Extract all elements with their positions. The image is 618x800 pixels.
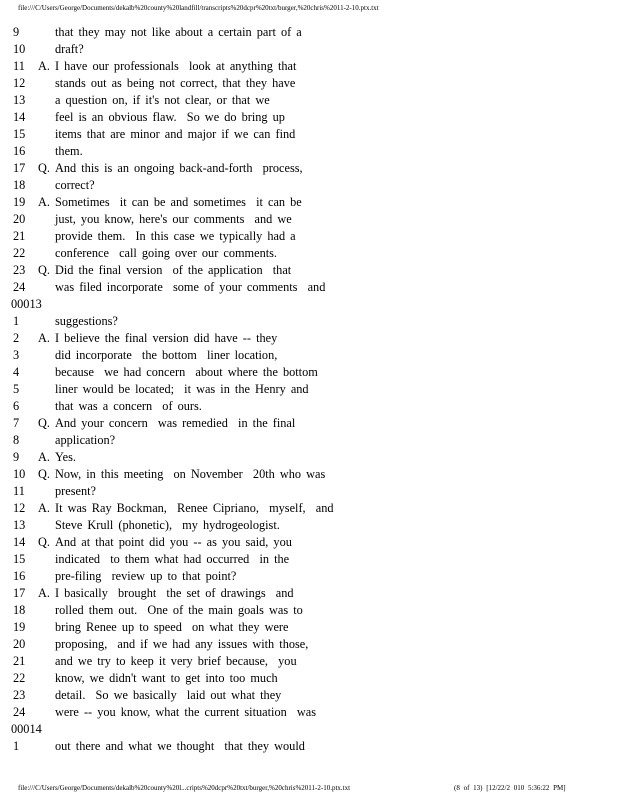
line-number: 12: [13, 501, 26, 515]
line-number: 16: [13, 569, 26, 583]
line-number: 8: [13, 433, 20, 447]
line-number: 17: [13, 161, 26, 175]
line-number: 18: [13, 178, 26, 192]
transcript-line: [0, 398, 618, 415]
speaker-marker: Q.: [38, 416, 50, 430]
line-text: did incorporate the bottom liner location,: [55, 348, 278, 362]
transcript-line: [0, 687, 618, 704]
speaker-marker: Q.: [38, 467, 50, 481]
transcript-line: [0, 738, 618, 755]
line-number: 1: [13, 739, 20, 753]
line-text: them.: [55, 144, 83, 158]
transcript-line: [0, 126, 618, 143]
line-text: Steve Krull (phonetic), my hydrogeologist.: [55, 518, 280, 532]
page-marker: [0, 296, 618, 313]
line-text: stands out as being not correct, that they have: [55, 76, 296, 90]
transcript-line: [0, 415, 618, 432]
transcript-line: [0, 58, 618, 75]
line-number: 24: [13, 705, 26, 719]
speaker-marker: A.: [38, 586, 50, 600]
transcript-line: [0, 177, 618, 194]
line-number: 10: [13, 42, 26, 56]
speaker-marker: Q.: [38, 161, 50, 175]
line-number: 15: [13, 552, 26, 566]
line-text: And your concern was remedied in the final: [55, 416, 296, 430]
line-text: conference call going over our comments.: [55, 246, 277, 260]
transcript-line: [0, 109, 618, 126]
page-number: 00013: [11, 297, 42, 311]
line-text: pre-filing review up to that point?: [55, 569, 237, 583]
line-text: I believe the final version did have -- they: [55, 331, 278, 345]
transcript-line: [0, 534, 618, 551]
line-number: 19: [13, 620, 26, 634]
transcript-line: [0, 466, 618, 483]
transcript-line: [0, 432, 618, 449]
line-number: 24: [13, 280, 26, 294]
speaker-marker: A.: [38, 331, 50, 345]
line-text: a question on, if it's not clear, or that we: [55, 93, 270, 107]
file-path-footer: file:///C/Users/George/Documents/dekalb%20county%20l...cripts%20dcpr%20txt/burger,%20chris%2011-2-10.ptx.txt: [18, 784, 351, 792]
line-text: I basically brought the set of drawings and: [55, 586, 294, 600]
speaker-marker: A.: [38, 450, 50, 464]
transcript-line: [0, 347, 618, 364]
line-text: feel is an obvious flaw. So we do bring up: [55, 110, 285, 124]
transcript-line: [0, 24, 618, 41]
transcript-line: [0, 500, 618, 517]
speaker-marker: A.: [38, 59, 50, 73]
line-text: indicated to them what had occurred in the: [55, 552, 290, 566]
line-text: correct?: [55, 178, 95, 192]
line-text: It was Ray Bockman, Renee Cipriano, myself, and: [55, 501, 334, 515]
line-text: just, you know, here's our comments and we: [55, 212, 292, 226]
transcript-line: [0, 313, 618, 330]
line-text: And this is an ongoing back-and-forth process,: [55, 161, 303, 175]
line-text: draft?: [55, 42, 84, 56]
speaker-marker: Q.: [38, 535, 50, 549]
line-number: 23: [13, 688, 26, 702]
line-text: Now, in this meeting on November 20th who was: [55, 467, 326, 481]
line-text: that they may not like about a certain part of a: [55, 25, 302, 39]
transcript-line: [0, 41, 618, 58]
line-number: 15: [13, 127, 26, 141]
line-text: out there and what we thought that they would: [55, 739, 305, 753]
line-number: 20: [13, 637, 26, 651]
page-info-footer: (8 of 13) [12/22/2 010 5:36:22 PM]: [454, 784, 566, 792]
file-path-header: file:///C/Users/George/Documents/dekalb%20county%20landfill/transcripts%20dcpr%20txt/burger,%20chris%2011-2-10.ptx.txt: [18, 4, 379, 12]
line-number: 18: [13, 603, 26, 617]
line-text: because we had concern about where the bottom: [55, 365, 318, 379]
transcript-line: [0, 602, 618, 619]
transcript-line: [0, 619, 618, 636]
line-text: proposing, and if we had any issues with those,: [55, 637, 309, 651]
line-number: 23: [13, 263, 26, 277]
line-text: Did the final version of the application that: [55, 263, 292, 277]
transcript-line: [0, 143, 618, 160]
line-number: 9: [13, 25, 20, 39]
line-number: 6: [13, 399, 20, 413]
line-number: 22: [13, 246, 26, 260]
line-number: 7: [13, 416, 20, 430]
transcript-line: [0, 381, 618, 398]
line-number: 11: [13, 484, 25, 498]
line-text: and we try to keep it very brief because, you: [55, 654, 297, 668]
line-number: 1: [13, 314, 20, 328]
line-text: Sometimes it can be and sometimes it can be: [55, 195, 302, 209]
line-text: present?: [55, 484, 96, 498]
line-number: 21: [13, 654, 26, 668]
line-text: application?: [55, 433, 116, 447]
line-text: detail. So we basically laid out what they: [55, 688, 282, 702]
line-number: 16: [13, 144, 26, 158]
line-number: 4: [13, 365, 20, 379]
line-number: 22: [13, 671, 26, 685]
transcript-body: [0, 24, 618, 755]
line-text: was filed incorporate some of your comments and: [55, 280, 326, 294]
line-text: provide them. In this case we typically had a: [55, 229, 296, 243]
transcript-line: [0, 194, 618, 211]
transcript-line: [0, 262, 618, 279]
line-number: 13: [13, 93, 26, 107]
line-number: 17: [13, 586, 26, 600]
transcript-line: [0, 92, 618, 109]
line-number: 2: [13, 331, 20, 345]
page-marker: [0, 721, 618, 738]
line-number: 21: [13, 229, 26, 243]
transcript-line: [0, 585, 618, 602]
line-text: bring Renee up to speed on what they were: [55, 620, 289, 634]
line-text: were -- you know, what the current situation was: [55, 705, 317, 719]
transcript-line: [0, 330, 618, 347]
transcript-line: [0, 636, 618, 653]
transcript-line: [0, 364, 618, 381]
line-text: Yes.: [55, 450, 76, 464]
transcript-line: [0, 75, 618, 92]
transcript-line: [0, 517, 618, 534]
page-number: 00014: [11, 722, 42, 736]
line-text: And at that point did you -- as you said, you: [55, 535, 292, 549]
line-text: liner would be located; it was in the Henry and: [55, 382, 309, 396]
line-number: 14: [13, 535, 26, 549]
speaker-marker: A.: [38, 195, 50, 209]
transcript-line: [0, 653, 618, 670]
transcript-line: [0, 449, 618, 466]
transcript-line: [0, 704, 618, 721]
transcript-line: [0, 670, 618, 687]
transcript-line: [0, 160, 618, 177]
line-number: 14: [13, 110, 26, 124]
transcript-line: [0, 568, 618, 585]
line-text: items that are minor and major if we can find: [55, 127, 296, 141]
line-text: that was a concern of ours.: [55, 399, 202, 413]
line-number: 9: [13, 450, 20, 464]
line-text: suggestions?: [55, 314, 118, 328]
line-number: 12: [13, 76, 26, 90]
line-number: 13: [13, 518, 26, 532]
line-number: 3: [13, 348, 20, 362]
line-number: 20: [13, 212, 26, 226]
speaker-marker: Q.: [38, 263, 50, 277]
transcript-line: [0, 551, 618, 568]
transcript-line: [0, 483, 618, 500]
transcript-line: [0, 211, 618, 228]
line-text: I have our professionals look at anything that: [55, 59, 297, 73]
line-text: rolled them out. One of the main goals was to: [55, 603, 303, 617]
speaker-marker: A.: [38, 501, 50, 515]
transcript-line: [0, 228, 618, 245]
transcript-line: [0, 245, 618, 262]
transcript-line: [0, 279, 618, 296]
line-number: 5: [13, 382, 20, 396]
line-number: 19: [13, 195, 26, 209]
line-number: 10: [13, 467, 26, 481]
line-number: 11: [13, 59, 25, 73]
line-text: know, we didn't want to get into too much: [55, 671, 278, 685]
